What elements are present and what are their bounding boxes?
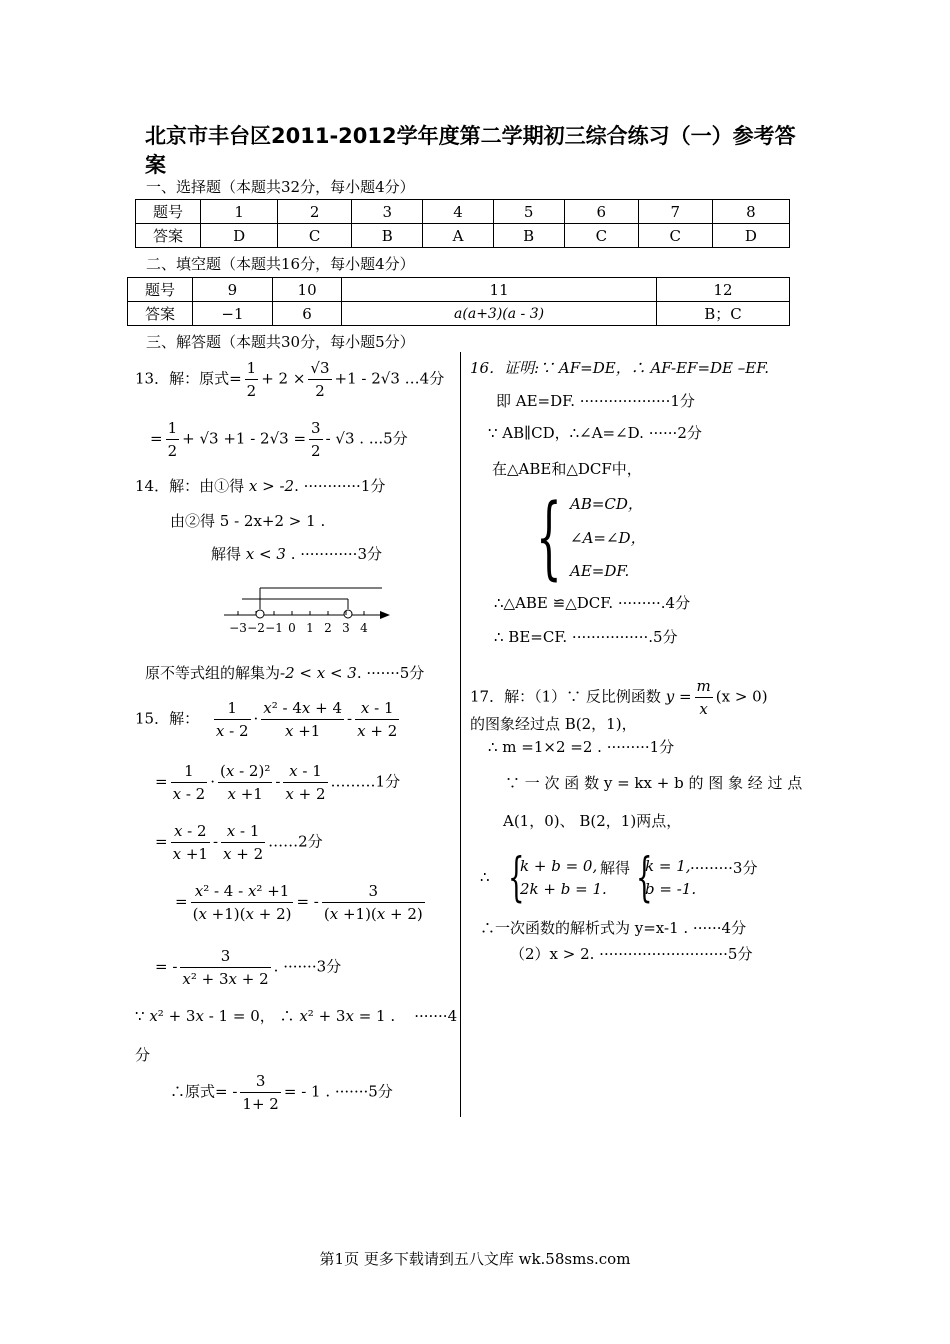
q17-score3: ·········3分	[690, 859, 758, 877]
q17-line4: ∵ 一 次 函 数 y = kx + b 的 图 象 经 过 点	[505, 774, 803, 792]
table-cell: A	[423, 224, 493, 248]
table-cell: C	[564, 224, 638, 248]
q17-eq2: 2k + b = 1.	[520, 880, 607, 898]
q14-score3: . ············3分	[290, 545, 382, 563]
table-cell: 5	[493, 200, 564, 224]
table-cell: B	[493, 224, 564, 248]
left-brace-icon: {	[508, 848, 525, 908]
q16-line2: 即 AE=DF. ···················1分	[496, 392, 695, 410]
table-row	[136, 224, 790, 248]
axis-tick-label: 0	[288, 621, 296, 635]
table-cell: 12	[656, 278, 789, 302]
q15-line6: ∵ x² + 3x - 1 = 0， ∴ x² + 3x = 1 . ·······4	[135, 1007, 458, 1025]
q15-score1: ………1分	[330, 772, 401, 791]
table-cell: 11	[342, 278, 657, 302]
axis-tick-label: 1	[306, 621, 314, 635]
left-brace-icon: {	[636, 848, 653, 908]
q17-line5: A(1，0)、 B(2，1)两点，	[503, 812, 682, 830]
open-circle-right	[344, 610, 352, 618]
q13-line2: = $\frac{1}{2}$ + √3 +1 - 2√3 = $\frac{3}{2}$ - √3 . ...5分	[150, 419, 408, 460]
q17-condition: (x > 0)	[715, 687, 768, 706]
q15-score4-unit: 分	[135, 1046, 151, 1064]
q15-score2: ……2分	[268, 832, 323, 851]
q17-line7: ∴一次函数的解析式为 y=x-1 . ······4分	[480, 919, 747, 937]
q15-line2: = $\frac{1}{x - 2}$ · $\frac{\text{(x - 2)²}}{x +1}$ - $\frac{x - 1}{x + 2}$ ………1分	[155, 762, 401, 803]
table-cell: C	[278, 224, 352, 248]
q15-line7: ∴原式= - $\frac{3}{1+ 2}$ = - 1 . ·······5分	[170, 1072, 393, 1113]
q15-line1: 15．解： $\frac{1}{x - 2}$ · $\frac{\text{x² - 4x + 4}}{x +1}$ - $\frac{x - 1}{x + 2}$	[135, 699, 398, 740]
table-cell: B；C	[656, 302, 789, 326]
table-cell: 6	[272, 302, 341, 326]
axis-tick-label: −3	[229, 621, 247, 635]
q14-line2: 由②得 5 - 2x+2 > 1 .	[170, 512, 326, 530]
table-cell: 4	[423, 200, 493, 224]
axis-tick-label: 2	[324, 621, 332, 635]
fill-answer-table	[127, 277, 790, 326]
table-cell: 题号	[128, 278, 193, 302]
q15-score5: = - 1 . ·······5分	[283, 1082, 393, 1101]
q15-line5: = - $\frac{3}{\text{x² + 3x + 2}}$ . ·······3分	[155, 947, 342, 988]
q16-line3: ∵ AB∥CD，∴∠A=∠D. ······2分	[488, 424, 702, 442]
column-divider	[460, 352, 461, 1117]
table-cell: 2	[278, 200, 352, 224]
table-cell: D	[201, 224, 278, 248]
q13-score1: …4分	[404, 369, 445, 388]
axis-tick-label: −2	[247, 621, 265, 635]
table-cell: 6	[564, 200, 638, 224]
table-cell: 10	[272, 278, 341, 302]
because-symbol: ∵	[135, 1007, 145, 1025]
q17-line1: 17．解：（1）∵ 反比例函数 y = $\frac{m}{x}$ (x > 0)	[470, 677, 768, 718]
q14-line3	[211, 543, 382, 564]
q17-line8: （2）x > 2. ···························5分	[510, 945, 753, 963]
table-cell: C	[638, 224, 712, 248]
q14-expr3: x < 3	[245, 545, 286, 563]
table-cell: B	[352, 224, 423, 248]
q14-score4: . ·······5分	[356, 664, 425, 682]
table-cell: 7	[638, 200, 712, 224]
axis-tick-label: 3	[342, 621, 350, 635]
q16-cond1: AB=CD，	[570, 495, 643, 513]
q17-solve-label: 解得	[600, 859, 631, 877]
table-row	[128, 278, 790, 302]
table-cell: a(a+3)(a - 3)	[342, 302, 657, 326]
q17-label: 17．解：（1）∵ 反比例函数	[470, 687, 661, 706]
q13-line1: 13．解：原式= $\frac{1}{2}$ + 2 × $\frac{√3}{2}$ +1 - 2√3 …4分	[135, 359, 445, 400]
q14-line1	[135, 475, 385, 496]
q16-line1: 16．证明:∵ AF=DE，∴ AF-EF=DE –EF.	[470, 359, 770, 377]
number-line	[222, 583, 392, 638]
q17-therefore: ∴	[480, 868, 490, 886]
q16-line6: ∴ BE=CF. ················.5分	[494, 628, 678, 646]
page-title: 北京市丰台区2011-2012学年度第二学期初三综合练习（一）参考答案	[145, 124, 796, 177]
q17-eq1: k + b = 0,	[520, 857, 598, 875]
q14-solve-label: 解得	[211, 545, 242, 563]
q16-cond3: AE=DF.	[570, 562, 630, 580]
left-brace-icon: {	[536, 485, 562, 590]
q14-expr4: -2 < x < 3	[280, 664, 357, 682]
q16-line5: ∴△ABE ≌△DCF. ·········.4分	[494, 594, 691, 612]
table-cell: 3	[352, 200, 423, 224]
axis-tick-label: 4	[360, 621, 368, 635]
table-row	[136, 200, 790, 224]
q15-line4: = $\frac{\text{x² - 4 - x² +1}}{(x +1)(x + 2)}$ = - $\frac{3}{(x +1)(x + 2)}$	[175, 882, 423, 923]
axis-tick-label: −1	[265, 621, 283, 635]
table-cell: −1	[193, 302, 273, 326]
q13-label: 13．解：原式=	[135, 369, 242, 388]
q16-line4: 在△ABE和△DCF中，	[492, 460, 642, 478]
q14-solution-label: 原不等式组的解集为	[145, 664, 281, 682]
table-cell: 答案	[136, 224, 201, 248]
table-cell: 答案	[128, 302, 193, 326]
table-cell: 题号	[136, 200, 201, 224]
section2-heading: 二、填空题（本题共16分，每小题4分）	[146, 255, 415, 273]
q17-sol1: k = 1,	[645, 857, 691, 875]
table-cell: 1	[201, 200, 278, 224]
q15-score4: ·······4	[414, 1007, 458, 1025]
choice-answer-table	[135, 199, 790, 248]
q14-label: 14．解：由①得	[135, 477, 245, 495]
q14-score1: . ············1分	[294, 477, 386, 495]
table-row	[128, 302, 790, 326]
section3-heading: 三、解答题（本题共30分，每小题5分）	[146, 333, 415, 351]
therefore-symbol: ∴	[279, 1007, 295, 1025]
q15-label: 15．解：	[135, 709, 200, 728]
q14-expr1: x > -2	[248, 477, 295, 495]
q15-final-label: ∴原式=	[170, 1082, 228, 1101]
q16-cond2: ∠A=∠D，	[570, 529, 646, 547]
axis-arrow	[380, 611, 390, 619]
q15-score3: . ·······3分	[273, 957, 342, 976]
table-cell: D	[712, 224, 789, 248]
q14-line4	[145, 662, 424, 683]
table-cell: 9	[193, 278, 273, 302]
table-cell: 8	[712, 200, 789, 224]
page-footer: 第1页 更多下载请到五八文库 wk.58sms.com	[319, 1250, 631, 1268]
q17-line2: 的图象经过点 B(2，1)，	[470, 715, 637, 733]
q17-sol2: b = -1.	[645, 880, 697, 898]
q15-line3: = $\frac{x - 2}{x +1}$ - $\frac{x - 1}{x + 2}$ ……2分	[155, 822, 323, 863]
q13-score2: . ...5分	[359, 429, 408, 448]
q17-line3: ∴ m =1×2 =2 . ·········1分	[488, 738, 675, 756]
section1-heading: 一、选择题（本题共32分，每小题4分）	[146, 178, 415, 196]
open-circle-left	[256, 610, 264, 618]
